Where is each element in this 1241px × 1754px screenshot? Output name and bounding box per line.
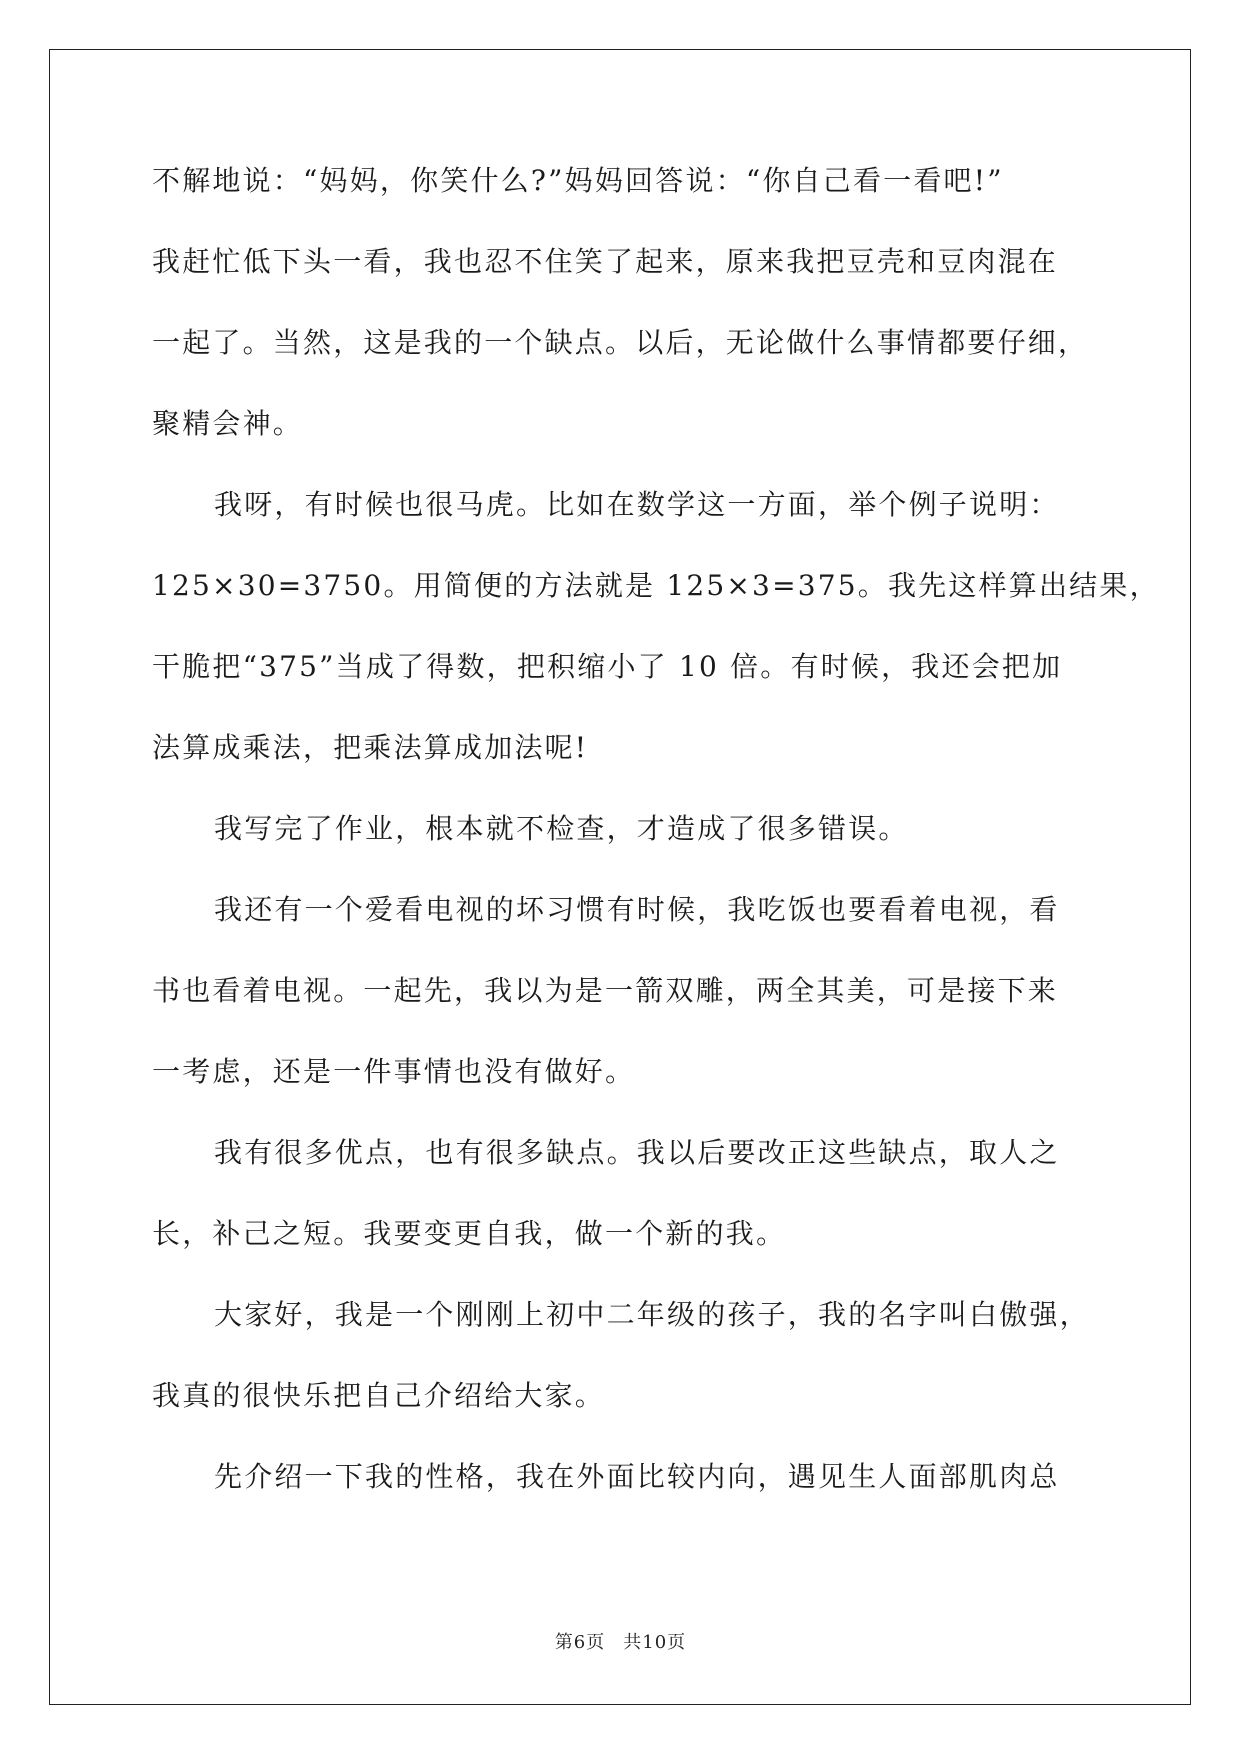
text-line: 125×30=3750。用简便的方法就是 125×3=375。我先这样算出结果， bbox=[152, 569, 1160, 602]
text-line: 我还有一个爱看电视的坏习惯有时候，我吃饭也要看着电视，看 bbox=[214, 893, 1060, 926]
text-line: 不解地说：“妈妈，你笑什么?”妈妈回答说：“你自己看一看吧!” bbox=[152, 164, 1004, 197]
text-line: 一考虑，还是一件事情也没有做好。 bbox=[152, 1055, 636, 1088]
page-total: 共10页 bbox=[623, 1632, 687, 1653]
text-line: 一起了。当然，这是我的一个缺点。以后，无论做什么事情都要仔细， bbox=[152, 326, 1089, 359]
page-footer bbox=[0, 1628, 1241, 1654]
text-line: 我有很多优点，也有很多缺点。我以后要改正这些缺点，取人之 bbox=[214, 1136, 1060, 1169]
text-line: 长，补己之短。我要变更自我，做一个新的我。 bbox=[152, 1217, 787, 1250]
text-line: 我真的很快乐把自己介绍给大家。 bbox=[152, 1379, 606, 1412]
text-line: 我写完了作业，根本就不检查，才造成了很多错误。 bbox=[214, 812, 909, 845]
text-line: 大家好，我是一个刚刚上初中二年级的孩子，我的名字叫白傲强， bbox=[214, 1298, 1090, 1331]
document-body bbox=[152, 140, 1160, 1517]
text-line: 我赶忙低下头一看，我也忍不住笑了起来，原来我把豆壳和豆肉混在 bbox=[152, 245, 1059, 278]
text-line: 聚精会神。 bbox=[152, 407, 304, 440]
text-line: 先介绍一下我的性格，我在外面比较内向，遇见生人面部肌肉总 bbox=[214, 1460, 1060, 1493]
text-line: 干脆把“375”当成了得数，把积缩小了 10 倍。有时候，我还会把加 bbox=[152, 650, 1063, 683]
text-line: 书也看着电视。一起先，我以为是一箭双雕，两全其美，可是接下来 bbox=[152, 974, 1059, 1007]
text-line: 法算成乘法，把乘法算成加法呢! bbox=[152, 731, 589, 764]
text-line: 我呀，有时候也很马虎。比如在数学这一方面，举个例子说明： bbox=[214, 488, 1060, 521]
page-number: 第6页 bbox=[554, 1632, 606, 1653]
